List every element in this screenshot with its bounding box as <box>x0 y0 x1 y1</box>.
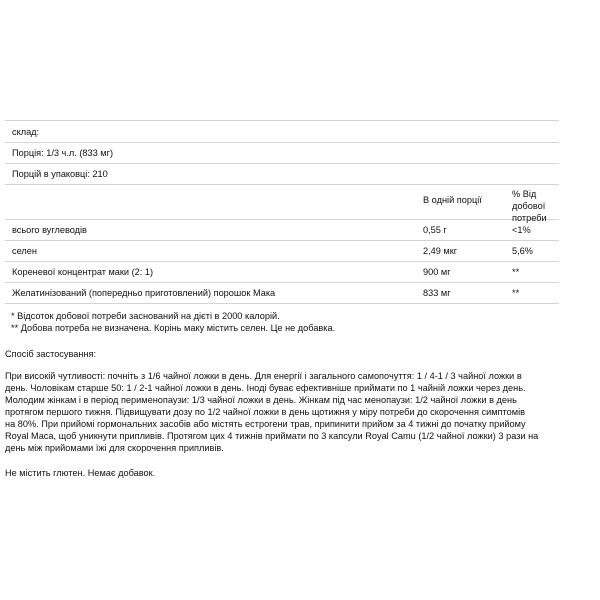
serving-size-row <box>5 143 559 164</box>
table-header-row <box>5 185 559 223</box>
usage-line: При високій чутливості: почніть з 1/6 чайної ложки в день. Для енергії і загального самопочуття: 1 / 4-1 / 3 чайної ложки в <box>5 371 522 381</box>
nutrient-name: селен <box>12 246 37 256</box>
supplement-facts-table <box>5 120 559 304</box>
table-row <box>5 283 559 304</box>
table-row <box>5 262 559 283</box>
nutrient-amount: 0,55 г <box>423 225 447 235</box>
table-row <box>5 241 559 262</box>
serving-size: Порція: 1/3 ч.л. (833 мг) <box>12 148 114 158</box>
footnotes <box>11 310 335 334</box>
servings-per-container: Порцій в упаковці: 210 <box>12 169 108 179</box>
usage-line: Royal Maca, щоб уникнути припливів. Протягом цих 4 тижнів приймати по 3 капсули Royal Camu (1/2 чайної ложки) 3 рази на <box>5 431 539 441</box>
composition-row <box>5 121 559 143</box>
nutrient-name: всього вуглеводів <box>12 225 87 235</box>
nutrient-amount: 2,49 мкг <box>423 246 458 256</box>
nutrient-daily-value: ** <box>512 288 520 298</box>
composition-label: склад: <box>12 127 40 137</box>
nutrient-name: Желатинізований (попередньо приготовлений) порошок Мака <box>12 288 276 298</box>
header-per-serving: В одній порції <box>423 195 482 205</box>
nutrient-amount: 900 мг <box>423 267 451 277</box>
usage-line: день. Чоловікам старше 50: 1 / 2-1 чайної ложки в день. Іноді буває ефективніше приймати по 1 чайній ложки через день. <box>5 383 526 393</box>
footnote-daily-value: * Відсоток добової потреби заснований на дієті в 2000 калорій. <box>11 311 280 321</box>
nutrient-daily-value: <1% <box>512 225 531 235</box>
nutrient-daily-value: ** <box>512 267 520 277</box>
usage-title: Спосіб застосування: <box>5 349 97 359</box>
table-row <box>5 220 559 241</box>
usage-line: протягом першого тижня. Підвищувати дозу по 1/2 чайної ложки в день щотижня у міру потреби до скорочення симптомів <box>5 407 525 417</box>
usage-line: день між прийомами їжі для скорочення припливів. <box>5 443 224 453</box>
usage-line: на 80%. При прийомі гормональних засобів або містять естрогени трав, припинити прийом за 4 тижні до початку прийому <box>5 419 526 429</box>
usage-line: Молодим жінкам і в період перименопаузи: 1/3 чайної ложки в день. Жінкам під час менопаузи: 1/2 чайної ложки в день <box>5 395 517 405</box>
nutrient-name: Кореневої концентрат маки (2: 1) <box>12 267 154 277</box>
servings-per-container-row <box>5 164 559 185</box>
header-daily-value: % Від добової потреби <box>512 189 547 223</box>
usage-text <box>5 370 577 454</box>
allergen-note: Не містить глютен. Немає добавок. <box>5 468 156 478</box>
nutrient-amount: 833 мг <box>423 288 451 298</box>
usage-section <box>5 348 577 454</box>
nutrient-daily-value: 5,6% <box>512 246 533 256</box>
footnote-not-established: ** Добова потреба не визначена. Корінь маку містить селен. Це не добавка. <box>11 323 336 333</box>
